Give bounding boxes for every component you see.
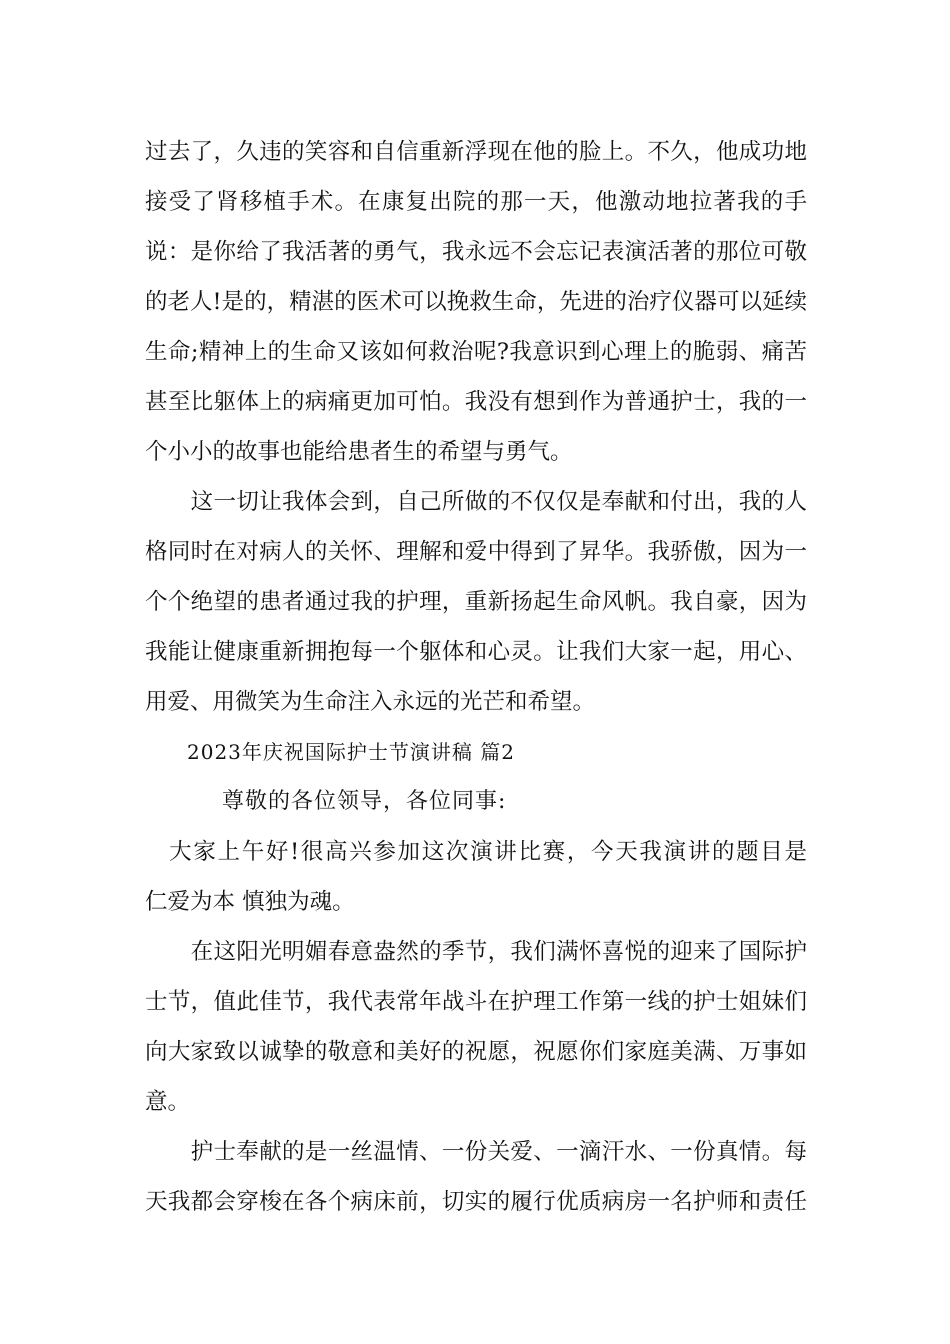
text-line: 大家上午好!很高兴参加这次演讲比赛，今天我演讲的题目是	[145, 839, 807, 865]
text-line: 格同时在对病人的关怀、理解和爱中得到了昇华。我骄傲，因为一	[145, 539, 807, 565]
text-line: 过去了，久违的笑容和自信重新浮现在他的脸上。不久，他成功地	[145, 139, 807, 165]
text-line: 个个绝望的患者通过我的护理，重新扬起生命风帆。我自豪，因为	[145, 589, 807, 615]
text-line: 士节，值此佳节，我代表常年战斗在护理工作第一线的护士姐妹们	[145, 989, 807, 1015]
text-line: 天我都会穿梭在各个病床前，切实的履行优质病房一名护师和责任	[145, 1189, 807, 1215]
text-line: 的老人!是的，精湛的医术可以挽救生命，先进的治疗仪器可以延续	[145, 289, 807, 315]
text-line: 生命;精神上的生命又该如何救治呢?我意识到心理上的脆弱、痛苦	[145, 339, 807, 365]
text-line: 甚至比躯体上的病痛更加可怕。我没有想到作为普通护士，我的一	[145, 389, 807, 415]
text-line: 这一切让我体会到，自己所做的不仅仅是奉献和付出，我的人	[145, 489, 807, 515]
text-line: 用爱、用微笑为生命注入永远的光芒和希望。	[145, 689, 596, 715]
text-line: 意。	[145, 1089, 191, 1115]
text-line: 接受了肾移植手术。在康复出院的那一天，他激动地拉著我的手	[145, 189, 807, 215]
text-line: 我能让健康重新拥抱每一个躯体和心灵。让我们大家一起，用心、	[145, 639, 807, 665]
text-line: 向大家致以诚挚的敬意和美好的祝愿，祝愿你们家庭美满、万事如	[145, 1039, 807, 1065]
section-heading: 2023年庆祝国际护士节演讲稿 篇2	[187, 740, 515, 764]
text-line: 护士奉献的是一丝温情、一份关爱、一滴汗水、一份真情。每	[145, 1139, 807, 1165]
text-line: 说：是你给了我活著的勇气，我永远不会忘记表演活著的那位可敬	[145, 239, 807, 265]
text-line: 在这阳光明媚春意盎然的季节，我们满怀喜悦的迎来了国际护	[145, 939, 807, 965]
greeting-line: 尊敬的各位领导，各位同事:	[222, 789, 507, 814]
text-line: 个小小的故事也能给患者生的希望与勇气。	[145, 439, 573, 465]
text-line: 仁爱为本 慎独为魂。	[145, 889, 355, 915]
